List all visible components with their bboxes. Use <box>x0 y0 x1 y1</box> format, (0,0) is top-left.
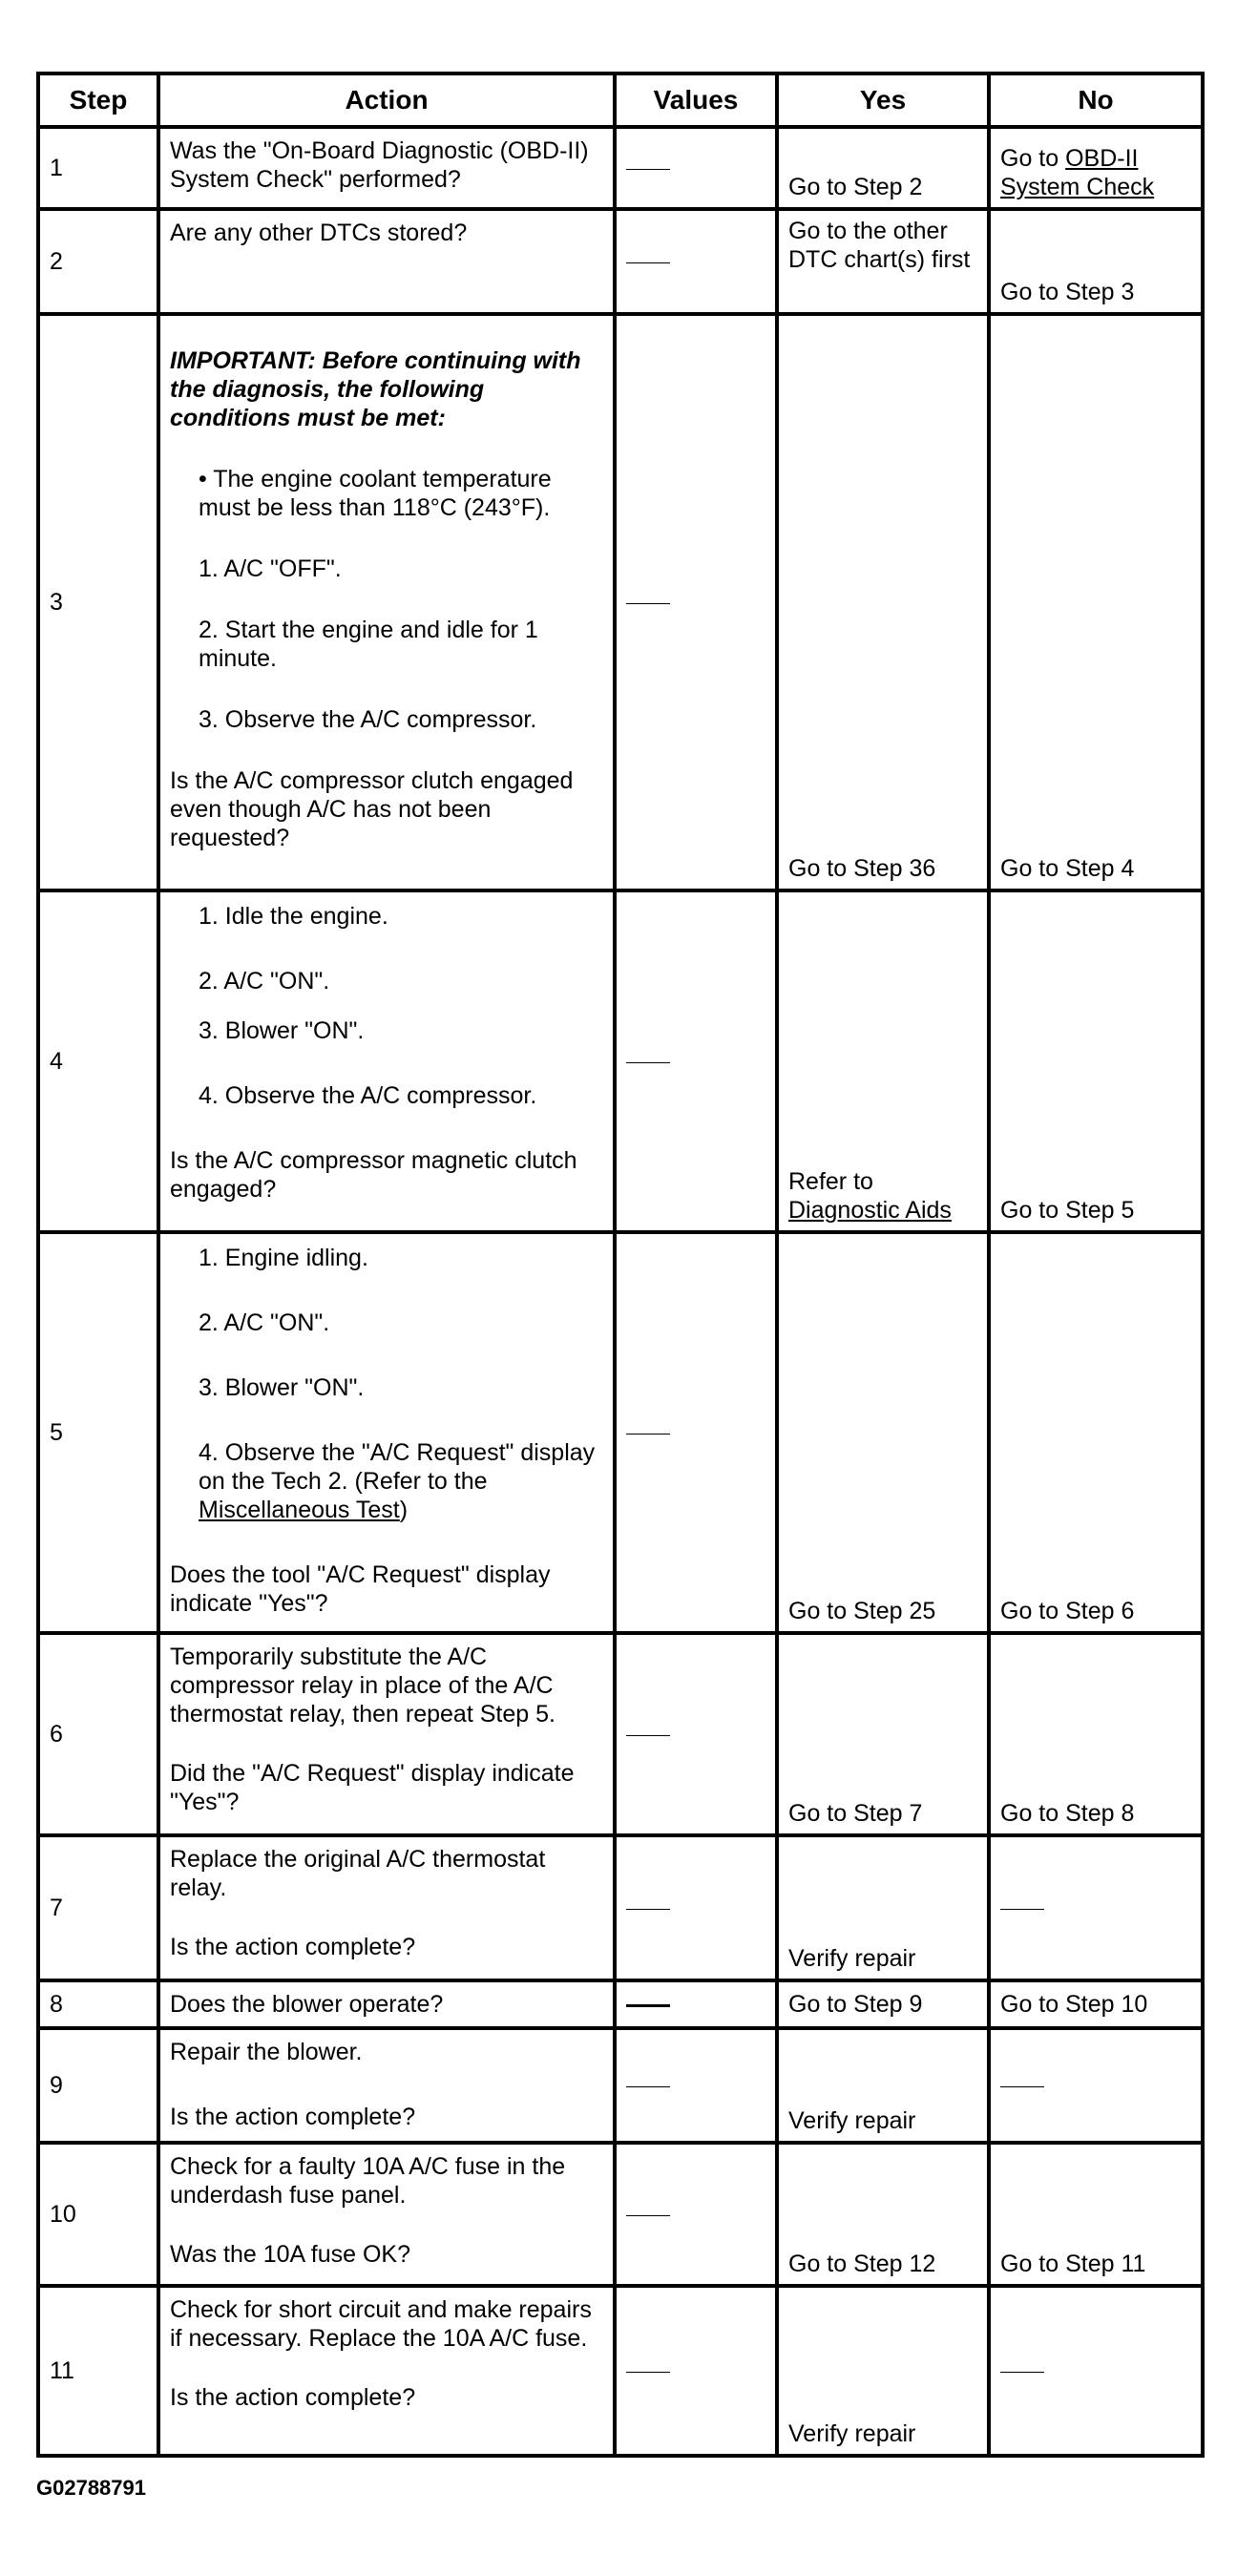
dash-mark <box>626 1062 670 1063</box>
step-number: 3 <box>38 314 158 890</box>
step-number: 8 <box>38 1980 158 2028</box>
table-row <box>38 1980 1203 2028</box>
procedure-item: 4. Observe the A/C compressor. <box>199 1082 537 1109</box>
no-cell: Go to Step 6 <box>989 1232 1203 1633</box>
condition-item: 3. Observe the A/C compressor. <box>199 706 537 733</box>
yes-cell: Verify repair <box>777 1835 989 1980</box>
table-row <box>38 1232 1203 1633</box>
table-row <box>38 1633 1203 1835</box>
dash-mark <box>626 1909 670 1910</box>
step-number: 4 <box>38 890 158 1232</box>
action-cell <box>158 314 615 890</box>
question: Does the tool "A/C Request" display indicate "Yes"? <box>170 1561 551 1617</box>
yes-cell: Go to Step 7 <box>777 1633 989 1835</box>
values-cell <box>615 890 777 1232</box>
procedure-item: 2. A/C "ON". <box>199 968 330 995</box>
step-number: 10 <box>38 2143 158 2286</box>
figure-id-caption: G02788791 <box>36 2476 146 2500</box>
no-cell: Go to Step 8 <box>989 1633 1203 1835</box>
dash-mark <box>626 2004 670 2007</box>
table-row <box>38 890 1203 1232</box>
step-number: 1 <box>38 127 158 209</box>
yes-cell: Refer to Diagnostic Aids <box>777 890 989 1232</box>
obd-check-link[interactable]: OBD-II System Check <box>1000 145 1155 200</box>
action-cell: Check for short circuit and make repairs if necessary. Replace the 10A A/C fuse. Is the action complete? <box>158 2286 615 2456</box>
procedure-item: 3. Blower "ON". <box>199 1017 365 1044</box>
procedure-item: 4. Observe the "A/C Request" display on the Tech 2. (Refer to the Miscellaneous Test) <box>199 1439 596 1523</box>
procedure-item: 1. Engine idling. <box>199 1245 368 1271</box>
values-cell <box>615 1835 777 1980</box>
dash-mark <box>626 169 670 170</box>
header-values: Values <box>615 73 777 127</box>
yes-cell: Go to Step 2 <box>777 127 989 209</box>
dash-mark <box>626 1434 670 1435</box>
table-row <box>38 2286 1203 2456</box>
table-row <box>38 127 1203 209</box>
important-note: IMPORTANT: Before continuing with the diagnosis, the following conditions must be met: <box>170 347 581 431</box>
procedure-item: 3. Blower "ON". <box>199 1374 365 1401</box>
yes-cell: Go to Step 12 <box>777 2143 989 2286</box>
no-cell: Go to Step 11 <box>989 2143 1203 2286</box>
question: Is the action complete? <box>170 1934 416 1960</box>
dash-mark <box>626 603 670 604</box>
header-step: Step <box>38 73 158 127</box>
no-cell: Go to Step 10 <box>989 1980 1203 2028</box>
action-cell: Are any other DTCs stored? <box>158 209 615 314</box>
header-no: No <box>989 73 1203 127</box>
no-cell: Go to Step 4 <box>989 314 1203 890</box>
yes-cell: Verify repair <box>777 2028 989 2143</box>
question: Is the action complete? <box>170 2384 416 2411</box>
procedure-item: 1. Idle the engine. <box>199 903 388 930</box>
values-cell <box>615 209 777 314</box>
dash-mark <box>1000 2372 1044 2373</box>
values-cell <box>615 1980 777 2028</box>
no-cell: Go to Step 3 <box>989 209 1203 314</box>
diagnostic-table-wrapper <box>36 72 1201 2458</box>
step-number: 5 <box>38 1232 158 1633</box>
values-cell <box>615 2028 777 2143</box>
values-cell <box>615 127 777 209</box>
table-row <box>38 2028 1203 2143</box>
action-cell: Check for a faulty 10A A/C fuse in the underdash fuse panel. Was the 10A fuse OK? <box>158 2143 615 2286</box>
table-row <box>38 2143 1203 2286</box>
action-cell: Replace the original A/C thermostat relay. Is the action complete? <box>158 1835 615 1980</box>
question: Is the action complete? <box>170 2104 416 2130</box>
table-row <box>38 209 1203 314</box>
question: Was the 10A fuse OK? <box>170 2241 410 2268</box>
action-cell <box>158 1232 615 1633</box>
dash-mark <box>626 2086 670 2087</box>
action-cell: Does the blower operate? <box>158 1980 615 2028</box>
question: Is the A/C compressor magnetic clutch engaged? <box>170 1147 577 1203</box>
table-row <box>38 314 1203 890</box>
dash-mark <box>626 2215 670 2216</box>
question: Is the A/C compressor clutch engaged even though A/C has not been requested? <box>170 767 574 851</box>
miscellaneous-test-link[interactable]: Miscellaneous Test <box>199 1497 400 1523</box>
no-cell <box>989 2286 1203 2456</box>
yes-cell: Go to Step 36 <box>777 314 989 890</box>
action-cell: Temporarily substitute the A/C compressor relay in place of the A/C thermostat relay, then repeat Step 5. Did the "A/C Request" display indicate "Yes"? <box>158 1633 615 1835</box>
values-cell <box>615 1232 777 1633</box>
step-number: 9 <box>38 2028 158 2143</box>
dash-mark <box>1000 2086 1044 2087</box>
dash-mark <box>626 262 670 263</box>
table-row <box>38 1835 1203 1980</box>
values-cell <box>615 314 777 890</box>
step-number: 2 <box>38 209 158 314</box>
step-number: 7 <box>38 1835 158 1980</box>
no-cell: Go to OBD-II System Check <box>989 127 1203 209</box>
diagnostic-aids-link[interactable]: Diagnostic Aids <box>788 1197 952 1224</box>
dash-mark <box>626 2372 670 2373</box>
condition-item: 1. A/C "OFF". <box>199 555 342 582</box>
yes-cell: Go to Step 25 <box>777 1232 989 1633</box>
header-row <box>38 73 1203 127</box>
step-number: 11 <box>38 2286 158 2456</box>
procedure-item: 2. A/C "ON". <box>199 1309 330 1336</box>
no-cell: Go to Step 5 <box>989 890 1203 1232</box>
condition-item: 2. Start the engine and idle for 1 minute. <box>199 617 538 672</box>
header-action: Action <box>158 73 615 127</box>
dash-mark <box>1000 1909 1044 1910</box>
header-yes: Yes <box>777 73 989 127</box>
yes-cell: Go to the other DTC chart(s) first <box>777 209 989 314</box>
values-cell <box>615 2143 777 2286</box>
action-cell <box>158 890 615 1232</box>
yes-cell: Verify repair <box>777 2286 989 2456</box>
values-cell <box>615 1633 777 1835</box>
step-number: 6 <box>38 1633 158 1835</box>
dash-mark <box>626 1735 670 1736</box>
question: Did the "A/C Request" display indicate "Yes"? <box>170 1760 575 1815</box>
condition-item: • The engine coolant temperature must be less than 118°C (243°F). <box>199 466 552 521</box>
values-cell <box>615 2286 777 2456</box>
no-cell <box>989 1835 1203 1980</box>
yes-cell: Go to Step 9 <box>777 1980 989 2028</box>
action-cell: Repair the blower. Is the action complete? <box>158 2028 615 2143</box>
diagnostic-table <box>36 72 1205 2458</box>
action-cell: Was the "On-Board Diagnostic (OBD-II) System Check" performed? <box>158 127 615 209</box>
no-cell <box>989 2028 1203 2143</box>
